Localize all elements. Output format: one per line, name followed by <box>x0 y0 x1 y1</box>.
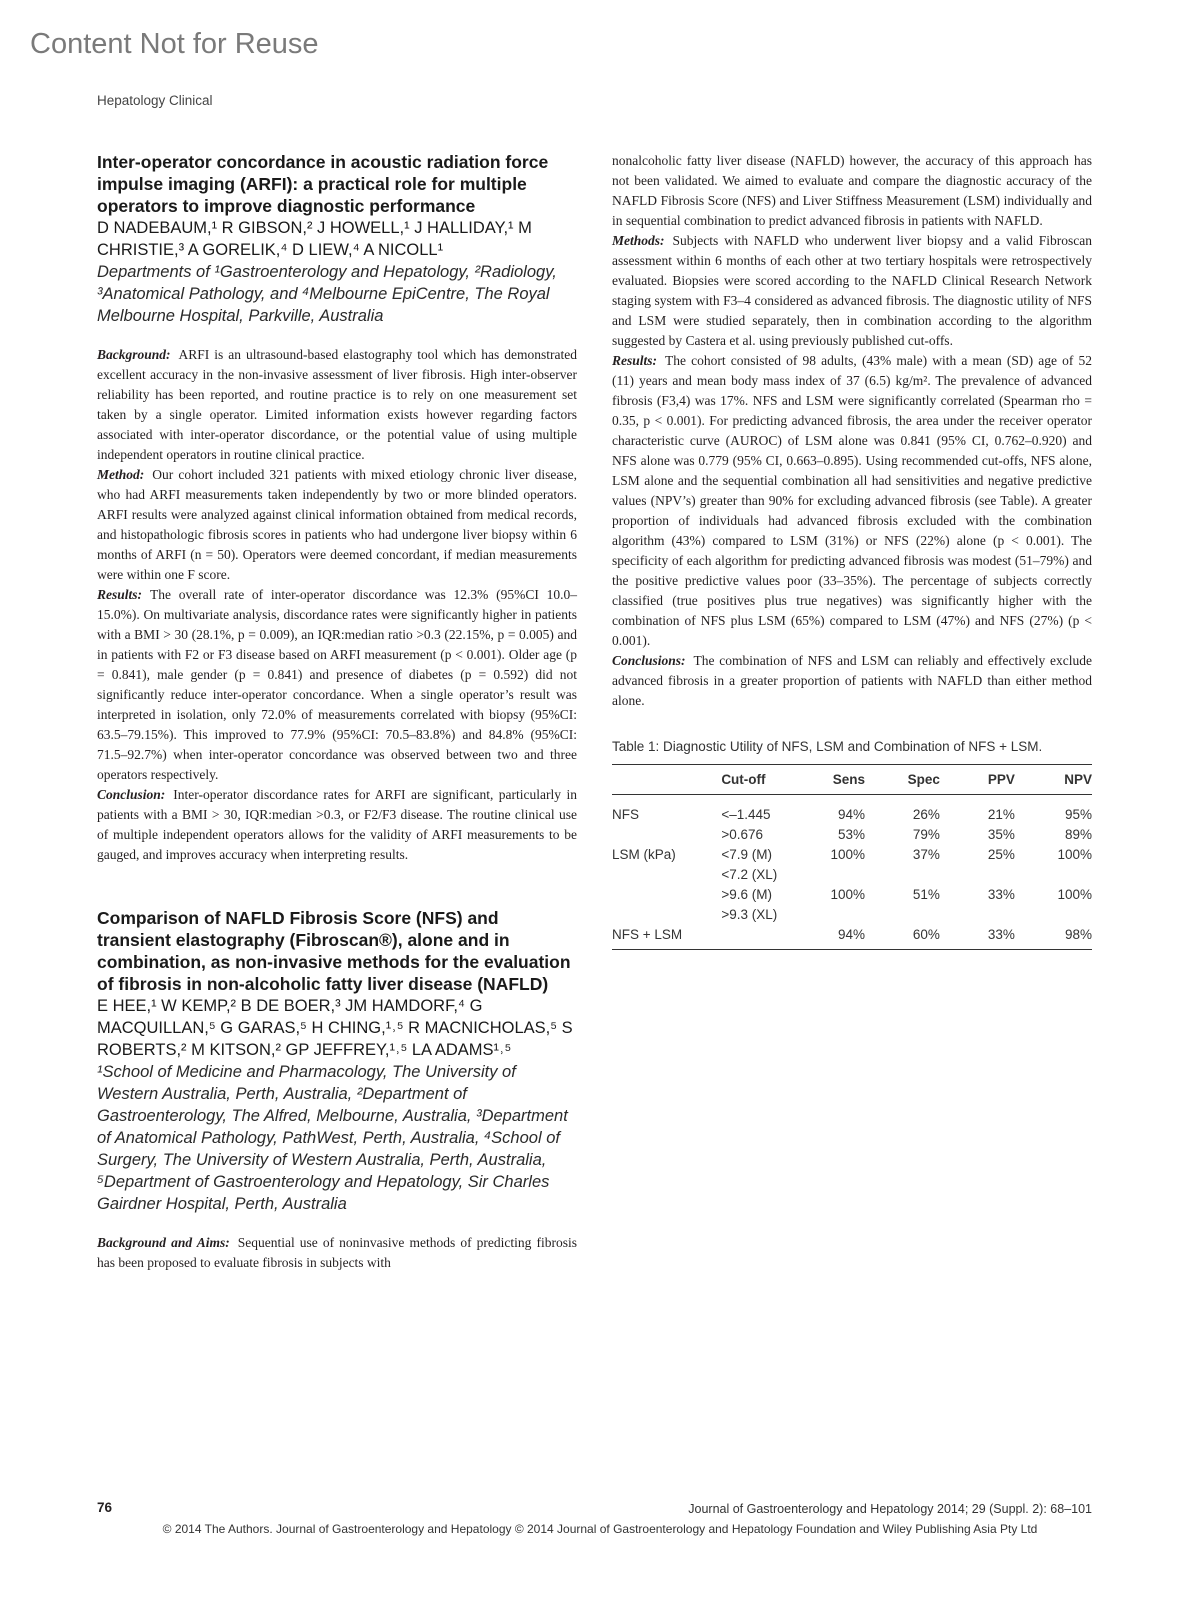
running-head: Hepatology Clinical <box>97 93 213 108</box>
table-cell: 26% <box>912 807 940 822</box>
table-row <box>612 795 1092 826</box>
left-column <box>97 151 577 1273</box>
table-cell: NFS <box>612 807 639 822</box>
table-cell: 60% <box>912 927 940 942</box>
table-cell: 33% <box>987 927 1015 942</box>
table-cell: 51% <box>912 887 940 902</box>
table-cell: 21% <box>987 807 1015 822</box>
section-text: The cohort consisted of 98 adults, (43% male) with a mean (SD) age of 52 (11) years and mean body mass index of 37 (6.5) kg/m². The prevalence of advanced fibrosis (F3,4) was 17%. NFS and LSM were significantly correlated (Spearman rho = 0.35, p < 0.001). For predicting advanced fibrosis, the area under the receiver operator characteristic curve (AUROC) of LSM alone was 0.841 (95% CI, 0.762–0.920) and NFS alone was 0.779 (95% CI, 0.663–0.895). Using recommended cut-offs, NFS alone, LSM alone and the sequential combination all had sensitivities and negative predictive values (NPV’s) greater than 90% for excluding advanced fibrosis (see Table). A greater proportion of individuals had advanced fibrosis excluded with the combination algorithm (43%) compared to LSM (31%) or NFS (22%) alone (p < 0.001). The specificity of each algorithm for predicting advanced fibrosis was modest (51–79%) and the positive predictive values poor (33–35%). The percentage of subjects correctly classified (true positives plus true negatives) was significantly higher with the combination of NFS plus LSM (65%) compared to LSM (47%) and NFS (27%) (p < 0.001). <box>612 353 1092 648</box>
table-cell: <7.2 (XL) <box>721 867 778 882</box>
section-text: The overall rate of inter-operator discordance was 12.3% (95%CI 10.0–15.0%). On multivariate analysis, discordance rates were significantly higher in patients with a BMI > 30 (28.1%, p = 0.009), an IQR:median ratio >0.3 (22.15%, p = 0.005) and in patients with F2 or F3 disease based on ARFI measurement (p < 0.001). Older age (p = 0.841), male gender (p = 0.841) and presence of diabetes (p = 0.592) did not significantly reduce inter-operator concordance. When a single operator’s result was interpreted in isolation, only 72.0% of measurements correlated with biopsy (95%CI: 63.5–79.15%). This improved to 77.9% (95%CI: 70.5–83.8%) and 84.8% (95%CI: 71.5–92.7%) when inter-operator concordance was observed between two and three operators respectively. <box>97 587 577 782</box>
table-cell <box>612 825 721 845</box>
table-cell: 35% <box>987 827 1015 842</box>
table-cell: >9.6 (M) <box>721 887 772 902</box>
table-caption: Table 1: Diagnostic Utility of NFS, LSM and Combination of NFS + LSM. <box>612 739 1043 754</box>
table-cell: 100% <box>1057 847 1092 862</box>
header-cell: Cut-off <box>721 772 766 787</box>
table-row <box>612 825 1092 845</box>
abstract1-results <box>97 585 577 785</box>
page-number: 76 <box>97 1500 113 1515</box>
header-cell: Sens <box>832 772 865 787</box>
table-cell <box>612 865 721 885</box>
table-header-row <box>612 765 1092 795</box>
table-cell <box>940 865 1015 885</box>
table-cell: 53% <box>837 827 865 842</box>
table-cell: 94% <box>837 807 865 822</box>
abstract2-methods <box>612 231 1092 351</box>
table-cell: 95% <box>1064 807 1092 822</box>
section-text: Our cohort included 321 patients with mixed etiology chronic liver disease, who had ARFI measurements taken independently by two or more blinded operators. ARFI results were analyzed against clinical information obtained from medical records, and histopathologic fibrosis scores in patients who had undergone liver biopsy within 6 months of ARFI (n = 50). Operators were deemed concordant, if median measurements were within one F score. <box>97 467 577 582</box>
section-label: Conclusion: <box>97 787 166 802</box>
table-cell: 37% <box>912 847 940 862</box>
section-text: Subjects with NAFLD who underwent liver biopsy and a valid Fibroscan assessment within 6 months of each other at two tertiary hospitals were retrospectively evaluated. Biopsies were scored according to the NAFLD Clinical Research Network staging system with F3–4 considered as advanced fibrosis. The diagnostic utility of NFS and LSM were studied separately, then in combination according to the algorithm suggested by Castera et al. using previously published cut-offs. <box>612 233 1092 348</box>
table-row <box>612 845 1092 865</box>
section-label: Conclusions: <box>612 653 686 668</box>
table-row <box>612 885 1092 905</box>
table-cell: <7.9 (M) <box>721 847 772 862</box>
abstract1-title: Inter-operator concordance in acoustic radiation force impulse imaging (ARFI): a practical role for multiple operators to improve diagnostic performance <box>97 152 549 216</box>
section-label: Methods: <box>612 233 665 248</box>
table-row <box>612 905 1092 925</box>
table-cell <box>612 905 721 925</box>
section-label: Background: <box>97 347 171 362</box>
table-cell: LSM (kPa) <box>612 847 676 862</box>
table-cell <box>865 865 940 885</box>
table-cell: >0.676 <box>721 827 763 842</box>
header-cell: PPV <box>987 772 1015 787</box>
table-cell: 100% <box>830 887 865 902</box>
table-row <box>612 925 1092 950</box>
section-label: Method: <box>97 467 145 482</box>
copyright-notice: © 2014 The Authors. Journal of Gastroenterology and Hepatology © 2014 Journal of Gastroenterology and Hepatology Foundation and Wiley Publishing Asia Pty Ltd <box>162 1522 1038 1536</box>
table-cell <box>815 905 865 925</box>
table-cell: 25% <box>987 847 1015 862</box>
header-cell: NPV <box>1064 772 1092 787</box>
table-cell: <–1.445 <box>721 807 771 822</box>
abstract2-background-cont: nonalcoholic fatty liver disease (NAFLD) however, the accuracy of this approach has not been validated. We aimed to evaluate and compare the diagnostic accuracy of the NAFLD Fibrosis Score (NFS) and Liver Stiffness Measurement (LSM) individually and in sequential combination to predict advanced fibrosis in patients with NAFLD. <box>612 153 1092 228</box>
table-cell: 100% <box>830 847 865 862</box>
section-label: Background and Aims: <box>97 1235 230 1250</box>
section-text: Inter-operator discordance rates for ARFI are significant, particularly in patients with a BMI > 30, IQR:median >0.3, or F2/F3 disease. The routine clinical use of multiple independent operators allows for the validity of ARFI measurements to be gauged, and improves accuracy when interpreting results. <box>97 787 577 862</box>
table-cell: >9.3 (XL) <box>721 907 778 922</box>
abstract2-affiliation: ¹School of Medicine and Pharmacology, The University of Western Australia, Perth, Australia, ²Department of Gastroenterology, The Alfred, Melbourne, Australia, ³Department of Anatomical Pathology, PathWest, Perth, Australia, ⁴School of Surgery, The University of Western Australia, Perth, Australia, ⁵Department of Gastroenterology and Hepatology, Sir Charles Gairdner Hospital, Perth, Australia <box>97 1063 568 1213</box>
table-cell <box>940 905 1015 925</box>
abstract2-conclusions <box>612 651 1092 711</box>
table-cell: NFS + LSM <box>612 927 683 942</box>
diagnostic-utility-table <box>612 764 1092 950</box>
abstract2-background-start <box>97 1233 577 1273</box>
section-label: Results: <box>612 353 658 368</box>
abstract1-background <box>97 345 577 465</box>
table-cell <box>1015 865 1092 885</box>
abstract1-affiliation: Departments of ¹Gastroenterology and Hepatology, ²Radiology, ³Anatomical Pathology, and ⁴Melbourne EpiCentre, The Royal Melbourne Hospital, Parkville, Australia <box>97 263 557 325</box>
abstract2-title: Comparison of NAFLD Fibrosis Score (NFS) and transient elastography (Fibroscan®), alone and in combination, as non-invasive methods for the evaluation of fibrosis in non-alcoholic fatty liver disease (NAFLD) <box>97 908 571 994</box>
table-cell: 89% <box>1064 827 1092 842</box>
abstract2-authors: E HEE,¹ W KEMP,² B DE BOER,³ JM HAMDORF,⁴ G MACQUILLAN,⁵ G GARAS,⁵ H CHING,¹˒⁵ R MACNICHOLAS,⁵ S ROBERTS,² M KITSON,² GP JEFFREY,¹˒⁵ LA ADAMS¹˒⁵ <box>97 997 573 1059</box>
table-cell: 79% <box>912 827 940 842</box>
section-text: The combination of NFS and LSM can reliably and effectively exclude advanced fibrosis in a greater proportion of patients with NAFLD than either method alone. <box>612 653 1092 708</box>
table-cell <box>721 925 815 950</box>
table-row <box>612 865 1092 885</box>
header-cell <box>612 765 721 795</box>
table-cell <box>612 885 721 905</box>
table-cell <box>1015 905 1092 925</box>
abstract2-results <box>612 351 1092 651</box>
journal-citation: Journal of Gastroenterology and Hepatology 2014; 29 (Suppl. 2): 68–101 <box>688 1502 1092 1516</box>
watermark: Content Not for Reuse <box>30 28 319 60</box>
table-cell: 98% <box>1064 927 1092 942</box>
section-text: Sequential use of noninvasive methods of predicting fibrosis has been proposed to evaluate fibrosis in subjects with <box>97 1235 577 1270</box>
table-cell: 94% <box>837 927 865 942</box>
table-cell: 33% <box>987 887 1015 902</box>
section-text: ARFI is an ultrasound-based elastography tool which has demonstrated excellent accuracy in the non-invasive assessment of liver fibrosis. High inter-observer reliability has been reported, and routine practice is to rely on one measurement set taken by a single operator. Limited information exists however regarding factors associated with inter-operator discordance, or the potential value of using multiple independent operators in routine clinical practice. <box>97 347 577 462</box>
abstract1-conclusion <box>97 785 577 865</box>
table-cell: 100% <box>1057 887 1092 902</box>
table-cell <box>865 905 940 925</box>
section-label: Results: <box>97 587 143 602</box>
abstract1-authors: D NADEBAUM,¹ R GIBSON,² J HOWELL,¹ J HALLIDAY,¹ M CHRISTIE,³ A GORELIK,⁴ D LIEW,⁴ A NICOLL¹ <box>97 219 532 259</box>
header-cell: Spec <box>907 772 940 787</box>
right-column <box>612 151 1092 950</box>
table-cell <box>815 865 865 885</box>
abstract1-method <box>97 465 577 585</box>
